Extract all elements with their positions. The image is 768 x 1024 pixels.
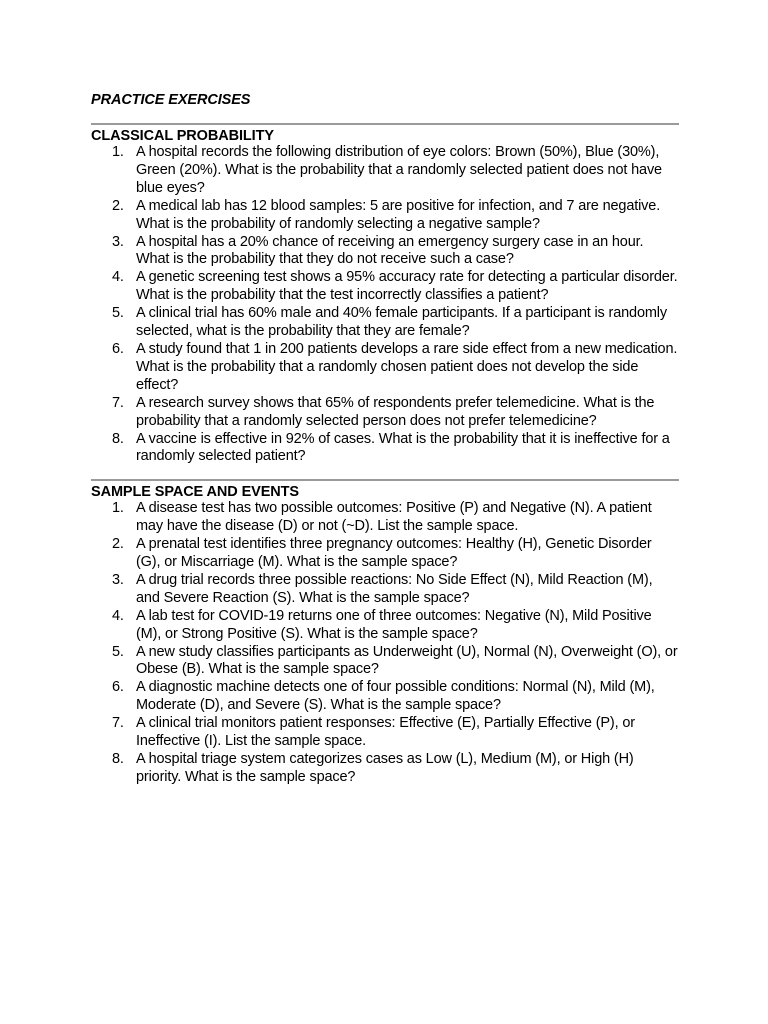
item-text: A drug trial records three possible reactions: No Side Effect (N), Mild Reaction (M), and Severe Reaction (S). What is the sample space?: [136, 571, 653, 606]
section-divider: [91, 479, 679, 481]
list-item: [91, 715, 679, 751]
item-text: A lab test for COVID-19 returns one of three outcomes: Negative (N), Mild Positive (M), or Strong Positive (S). What is the sample space?: [136, 607, 652, 642]
list-item: [91, 198, 679, 234]
list-item: [91, 536, 679, 572]
item-number: 6.: [112, 340, 124, 357]
item-number: 4.: [112, 269, 124, 286]
list-item: [91, 341, 679, 395]
item-text: A diagnostic machine detects one of four possible conditions: Normal (N), Mild (M), Moderate (D), and Severe (S). What is the sample space?: [136, 679, 655, 714]
list-item: [91, 608, 679, 644]
item-text: A clinical trial has 60% male and 40% female participants. If a participant is randomly selected, what is the probability that they are female?: [136, 305, 667, 340]
list-item: [91, 431, 679, 467]
list-item: [91, 500, 679, 536]
list-item: [91, 395, 679, 431]
item-text: A genetic screening test shows a 95% accuracy rate for detecting a particular disorder. What is the probability that the test incorrectly classifies a patient?: [136, 269, 678, 304]
item-text: A hospital records the following distribution of eye colors: Brown (50%), Blue (30%), Green (20%). What is the probability that a randomly selected patient does not have blue eyes?: [136, 144, 662, 196]
item-number: 1.: [112, 500, 124, 517]
item-text: A medical lab has 12 blood samples: 5 are positive for infection, and 7 are negative. What is the probability of randomly selecting a negative sample?: [136, 197, 661, 232]
list-item: [91, 644, 679, 680]
item-number: 2.: [112, 197, 124, 214]
document-page: [91, 90, 679, 787]
list-item: [91, 679, 679, 715]
list-item: [91, 572, 679, 608]
item-text: A clinical trial monitors patient responses: Effective (E), Partially Effective (P), or Ineffective (I). List the sample space.: [136, 715, 635, 750]
item-number: 7.: [112, 394, 124, 411]
item-text: A disease test has two possible outcomes: Positive (P) and Negative (N). A patient may have the disease (D) or not (~D). List the sample space.: [136, 500, 652, 535]
list-item: [91, 144, 679, 198]
item-number: 5.: [112, 643, 124, 660]
item-text: A hospital triage system categorizes cases as Low (L), Medium (M), or High (H) priority. What is the sample space?: [136, 751, 634, 785]
item-text: A prenatal test identifies three pregnancy outcomes: Healthy (H), Genetic Disorder (G), or Miscarriage (M). What is the sample space?: [136, 536, 652, 571]
section-heading-sample-space: SAMPLE SPACE AND EVENTS: [91, 484, 299, 501]
section-gap: [91, 466, 679, 479]
item-text: A vaccine is effective in 92% of cases. What is the probability that it is ineffective for a randomly selected patient?: [136, 430, 670, 465]
item-number: 1.: [112, 144, 124, 160]
list-item: [91, 751, 679, 787]
item-number: 6.: [112, 679, 124, 696]
item-number: 4.: [112, 607, 124, 624]
item-number: 8.: [112, 751, 124, 767]
item-number: 8.: [112, 430, 124, 447]
item-number: 3.: [112, 233, 124, 250]
item-number: 2.: [112, 536, 124, 553]
section-divider: [91, 123, 679, 125]
section-heading-classical-probability: CLASSICAL PROBABILITY: [91, 128, 274, 144]
item-number: 3.: [112, 571, 124, 588]
item-text: A study found that 1 in 200 patients develops a rare side effect from a new medication. What is the probability that a randomly chosen patient does not develop the side effect?: [136, 340, 678, 393]
sample-space-list: [91, 500, 679, 787]
item-number: 7.: [112, 715, 124, 732]
list-item: [91, 305, 679, 341]
item-text: A new study classifies participants as Underweight (U), Normal (N), Overweight (O), or Obese (B). What is the sample space?: [136, 643, 678, 678]
item-number: 5.: [112, 305, 124, 322]
list-item: [91, 234, 679, 270]
classical-probability-list: [91, 144, 679, 466]
item-text: A research survey shows that 65% of respondents prefer telemedicine. What is the probability that a randomly selected person does not prefer telemedicine?: [136, 394, 655, 429]
document-title: PRACTICE EXERCISES: [91, 92, 251, 108]
list-item: [91, 269, 679, 305]
item-text: A hospital has a 20% chance of receiving an emergency surgery case in an hour. What is the probability that they do not receive such a case?: [136, 233, 644, 268]
